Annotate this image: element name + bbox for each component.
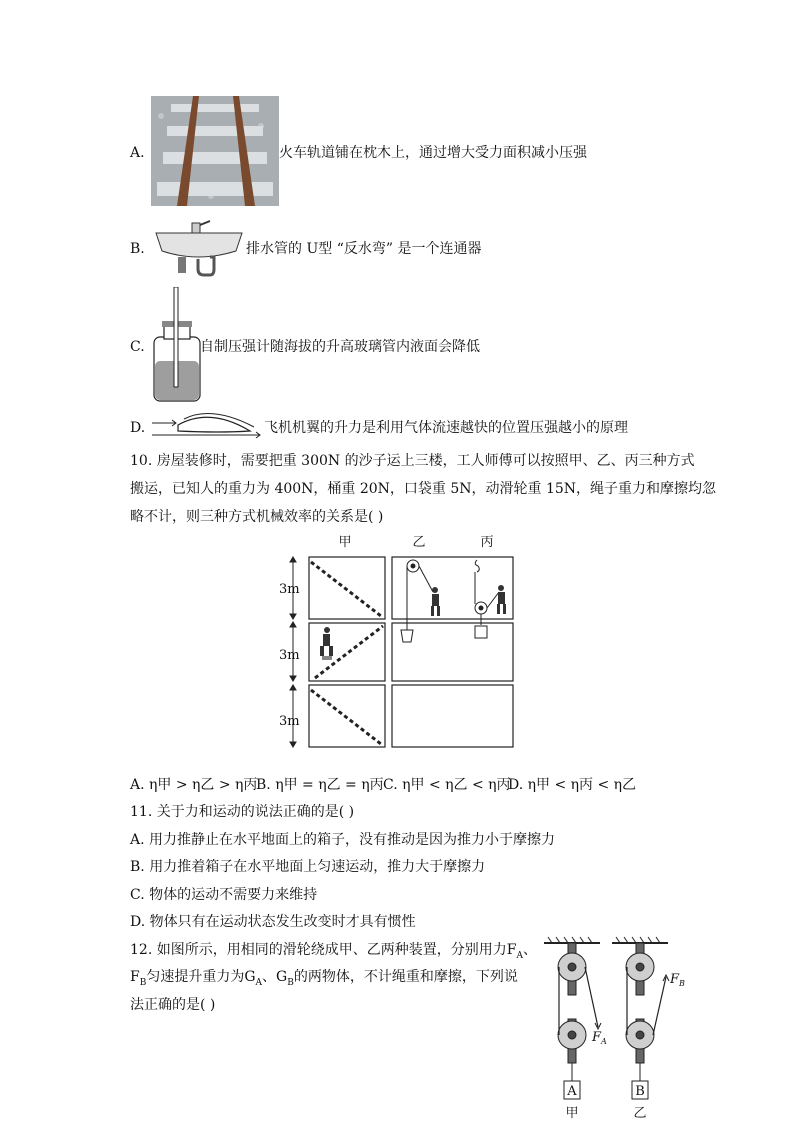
- caption-jia: 甲: [565, 1106, 579, 1121]
- railway-track-image: [151, 96, 279, 206]
- q11-stem: 11. 关于力和运动的说法正确的是( ): [130, 804, 355, 820]
- bucket-icon: [401, 630, 413, 642]
- q10-figure: [275, 530, 525, 752]
- option-a-letter: A.: [130, 145, 145, 161]
- q10-option-a: A. η甲 > η乙 > η丙: [130, 777, 258, 793]
- option-d-letter: D.: [130, 420, 146, 436]
- q11-option-c: C. 物体的运动不需要力来维持: [130, 887, 318, 903]
- figure-label-yi: 乙: [412, 535, 426, 550]
- q12-stem-line2: $F_B$匀速提升重力为$G_A$、$G_B$的两物体，不计绳重和摩擦，下列说: [130, 969, 518, 988]
- figure-label-jia: 甲: [338, 535, 352, 550]
- airfoil-flow-image: [150, 411, 264, 443]
- figure-label-bing: 丙: [480, 535, 494, 550]
- q10-stem-line3: 略不计，则三种方式机械效率的关系是( ): [130, 509, 384, 525]
- height-label-1: 3m: [279, 582, 300, 597]
- caption-yi: 乙: [633, 1106, 647, 1121]
- block-a-label: A: [567, 1084, 577, 1099]
- force-fb-label: $F_B$: [670, 972, 685, 988]
- option-b-text: 排水管的 U型 “反水弯” 是一个连通器: [246, 241, 482, 257]
- q12-stem-line1: 12. 如图所示，用相同的滑轮绕成甲、乙两种装置，分别用力$F_A$、: [130, 942, 537, 961]
- q10-stem-line2: 搬运，已知人的重力为 400N，桶重 20N，口袋重 5N，动滑轮重 15N，绳子重力和摩擦均忽: [130, 481, 717, 497]
- option-d-text: 飞机机翼的升力是利用气体流速越快的位置压强越小的原理: [264, 420, 628, 436]
- q11-option-d: D. 物体只有在运动状态发生改变时才具有惯性: [130, 914, 416, 930]
- sack-icon: [475, 626, 487, 638]
- q10-option-d: D. η甲 < η丙 < η乙: [508, 777, 637, 793]
- q11-option-b: B. 用力推着箱子在水平地面上匀速运动，推力大于摩擦力: [130, 859, 486, 875]
- height-label-3: 3m: [279, 714, 300, 729]
- height-label-2: 3m: [279, 648, 300, 663]
- q10-option-c: C. η甲 < η乙 < η丙: [383, 777, 511, 793]
- q10-option-b: B. η甲 = η乙 = η丙: [256, 777, 384, 793]
- sink-drain-image: [152, 217, 246, 277]
- block-b-label: B: [635, 1084, 645, 1099]
- q12-stem-line3: 法正确的是( ): [130, 997, 216, 1013]
- q12-figure: [540, 935, 690, 1123]
- force-fa-label: $F_A$: [592, 1030, 607, 1046]
- option-c-letter: C.: [130, 339, 145, 355]
- pulley-system-yi: [626, 943, 669, 1099]
- option-a-text: 火车轨道铺在枕木上，通过增大受力面积减小压强: [279, 145, 587, 161]
- pulley-system-jia: [558, 943, 601, 1099]
- option-c-text: 自制压强计随海拔的升高玻璃管内液面会降低: [200, 339, 480, 355]
- q10-stem-line1: 10. 房屋装修时，需要把重 300N 的沙子运上三楼，工人师傅可以按照甲、乙、丙三种方式: [130, 453, 695, 469]
- pulley-panel-bottom: [392, 685, 513, 747]
- option-b-letter: B.: [130, 241, 145, 257]
- homemade-barometer-image: [152, 287, 202, 403]
- q11-option-a: A. 用力推静止在水平地面上的箱子，没有推动是因为推力小于摩擦力: [130, 832, 556, 848]
